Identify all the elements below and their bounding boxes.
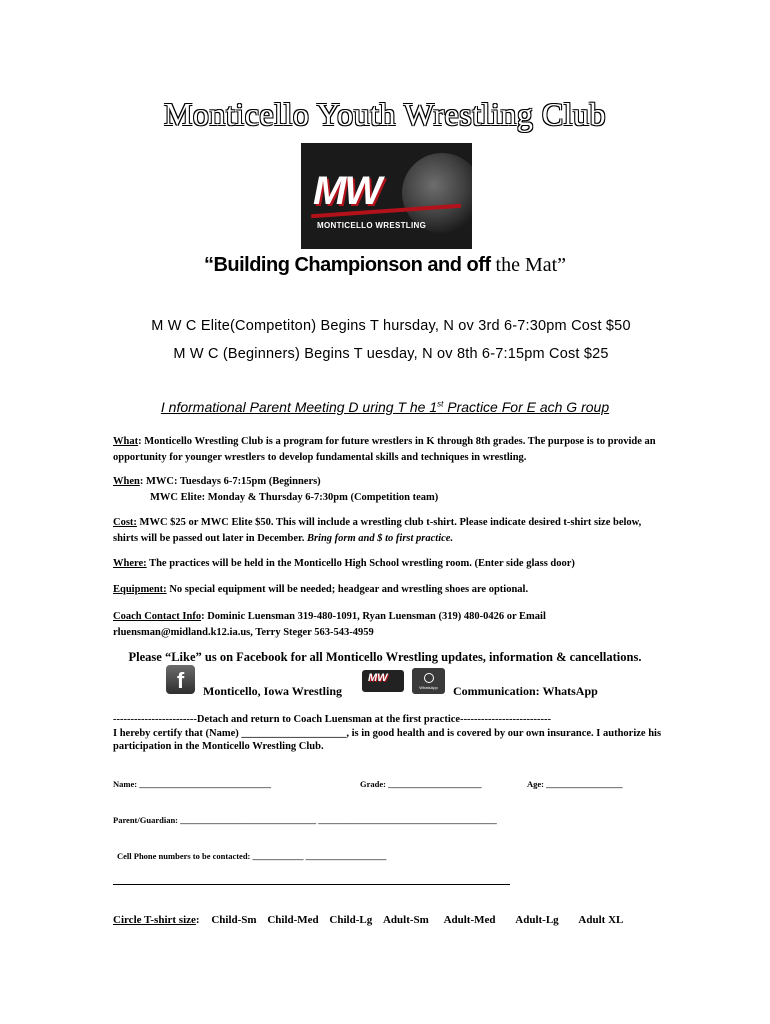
what-label: What <box>113 436 139 447</box>
tagline-bold: “Building Championson and off <box>203 254 491 276</box>
size-option[interactable]: Adult-Sm <box>382 914 429 926</box>
equipment-paragraph <box>113 582 663 598</box>
when-line2: MWC Elite: Monday & Thursday 6-7:30pm (Competition team) <box>150 492 439 503</box>
cost-italic: Bring form and $ to first practice. <box>306 533 454 544</box>
age-field[interactable]: Age: __________________ <box>527 779 623 789</box>
meeting-heading <box>0 399 770 415</box>
meeting-text-a: I nformational Parent Meeting D uring T he 1 <box>160 399 438 415</box>
cost-label: Cost: <box>113 517 137 528</box>
certify-text: I hereby certify that (Name) ____________________, is in good health and is covered by our own insurance. I authorize his participation in the Monticello Wrestling Club. <box>113 727 662 752</box>
whatsapp-icon[interactable] <box>412 668 445 694</box>
size-option[interactable]: Adult XL <box>578 914 624 926</box>
where-text: The practices will be held in the Monticello High School wrestling room. (Enter side glass door) <box>146 558 575 569</box>
what-paragraph <box>113 434 663 466</box>
facebook-message: Please “Like” us on Facebook for all Monticello Wrestling updates, information & cancellations. <box>128 650 642 664</box>
name-field[interactable]: Name: _______________________________ <box>113 779 271 789</box>
page-title: Monticello Youth Wrestling Club <box>163 96 607 132</box>
whatsapp-label: Communication: WhatsApp <box>453 684 598 698</box>
meeting-sup: st <box>437 399 444 409</box>
logo-text: MONTICELLO WRESTLING <box>317 221 427 230</box>
facebook-icon[interactable]: f <box>166 665 195 694</box>
detach-line: ------------------------Detach and return to Coach Luensman at the first practice-------------------------- <box>113 714 551 725</box>
tshirt-size-row <box>113 914 623 926</box>
contact-paragraph <box>113 609 663 641</box>
schedule-beginners: M W C (Beginners) Begins T uesday, N ov 8th 6-7:15pm Cost $25 <box>173 346 609 362</box>
when-label: When <box>113 476 140 487</box>
when-paragraph <box>113 474 663 506</box>
tagline-serif: the Mat” <box>495 254 567 276</box>
tagline <box>0 254 770 277</box>
equipment-label: Equipment: <box>113 584 167 595</box>
whatsapp-glyph <box>424 673 434 683</box>
size-option[interactable]: Child-Med <box>267 914 319 926</box>
guardian-field[interactable]: Parent/Guardian: ________________________________ __________________________________________ <box>113 815 497 825</box>
facebook-page-name[interactable]: Monticello, Iowa Wrestling <box>203 684 342 698</box>
divider <box>113 884 510 885</box>
cost-text: MWC $25 or MWC Elite $50. This will include a wrestling club t-shirt. Please indicate desired t-shirt size below, shirts will be passed out later in December. <box>113 517 642 544</box>
grade-field[interactable]: Grade: ______________________ <box>360 779 482 789</box>
size-option[interactable]: Adult-Med <box>443 914 496 926</box>
contact-label: Coach Contact Info <box>113 611 202 622</box>
small-club-logo-icon <box>362 670 404 692</box>
detach-section <box>113 713 673 754</box>
size-option[interactable]: Adult-Lg <box>515 914 559 926</box>
cost-paragraph <box>113 515 663 547</box>
size-option[interactable]: Child-Sm <box>211 914 257 926</box>
tshirt-colon: : <box>195 914 200 926</box>
equipment-text: No special equipment will be needed; headgear and wrestling shoes are optional. <box>166 584 529 595</box>
what-text: : Monticello Wrestling Club is a program for future wrestlers in K through 8th grades. The purpose is to provide an opportunity for younger wrestlers to develop fundamental skills and techniques in wrestling. <box>113 436 656 463</box>
contact-text: : Dominic Luensman 319-480-1091, Ryan Luensman (319) 480-0426 or Email rluensman@midland.k12.ia.us, Terry Steger 563-543-4959 <box>113 611 546 638</box>
tshirt-label: Circle T-shirt size <box>113 914 196 926</box>
logo-mark: MW <box>313 169 381 213</box>
when-line1: : MWC: Tuesdays 6-7:15pm (Beginners) <box>139 476 321 487</box>
size-option[interactable]: Child-Lg <box>329 914 373 926</box>
where-label: Where: <box>113 558 147 569</box>
club-logo <box>301 143 472 249</box>
whatsapp-icon-label: WhatsApp <box>419 685 438 690</box>
schedule-elite: M W C Elite(Competiton) Begins T hursday, N ov 3rd 6-7:30pm Cost $50 <box>151 318 631 334</box>
where-paragraph <box>113 556 663 572</box>
small-logo-mark: MW <box>368 672 388 684</box>
meeting-text-b: Practice For E ach G roup <box>443 399 610 415</box>
phone-field[interactable]: Cell Phone numbers to be contacted: ____________ ___________________ <box>117 851 387 861</box>
